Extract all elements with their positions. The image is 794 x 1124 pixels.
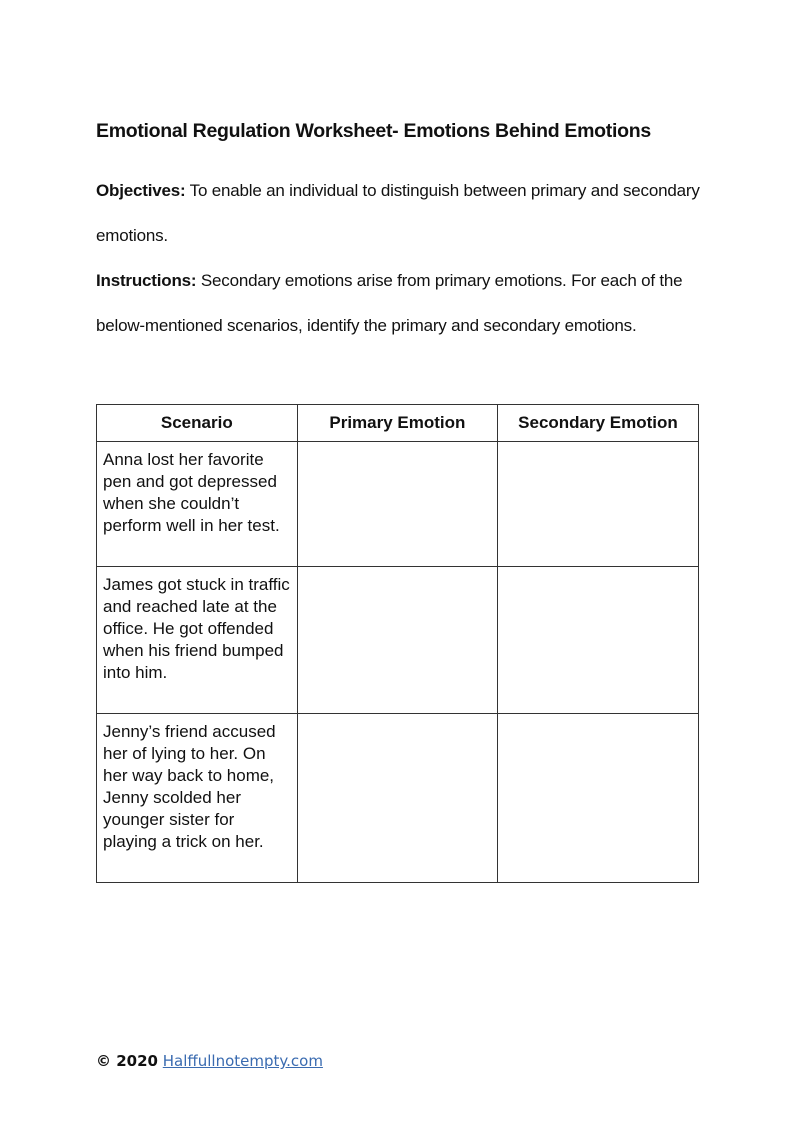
header-scenario: Scenario <box>97 405 298 442</box>
secondary-emotion-cell[interactable] <box>498 714 699 883</box>
table-row <box>97 442 699 567</box>
scenario-cell: James got stuck in traffic and reached late at the office. He got offended when his friend bumped into him. <box>97 567 298 714</box>
header-primary-emotion: Primary Emotion <box>297 405 498 442</box>
secondary-emotion-cell[interactable] <box>498 567 699 714</box>
emotions-table <box>96 404 699 883</box>
objectives-text: To enable an individual to distinguish between primary and secondary emotions. <box>96 181 700 245</box>
table-row <box>97 714 699 883</box>
scenario-cell: Jenny’s friend accused her of lying to her. On her way back to home, Jenny scolded her younger sister for playing a trick on her. <box>97 714 298 883</box>
table-row <box>97 567 699 714</box>
objectives-label: Objectives: <box>96 181 186 200</box>
instructions-paragraph <box>96 258 706 348</box>
instructions-label: Instructions: <box>96 271 197 290</box>
header-secondary-emotion: Secondary Emotion <box>498 405 699 442</box>
website-link[interactable]: Halffullnotempty.com <box>162 1052 323 1070</box>
scenario-cell: Anna lost her favorite pen and got depressed when she couldn’t perform well in her test. <box>97 442 298 567</box>
table-header-row <box>97 405 699 442</box>
instructions-text: Secondary emotions arise from primary emotions. For each of the below-mentioned scenarios, identify the primary and secondary emotions. <box>96 271 683 335</box>
footer <box>96 1052 323 1070</box>
copyright-text: © 2020 <box>96 1052 158 1070</box>
objectives-paragraph <box>96 168 706 258</box>
primary-emotion-cell[interactable] <box>297 442 498 567</box>
secondary-emotion-cell[interactable] <box>498 442 699 567</box>
primary-emotion-cell[interactable] <box>297 567 498 714</box>
worksheet-title: Emotional Regulation Worksheet- Emotions Behind Emotions <box>96 120 651 142</box>
primary-emotion-cell[interactable] <box>297 714 498 883</box>
